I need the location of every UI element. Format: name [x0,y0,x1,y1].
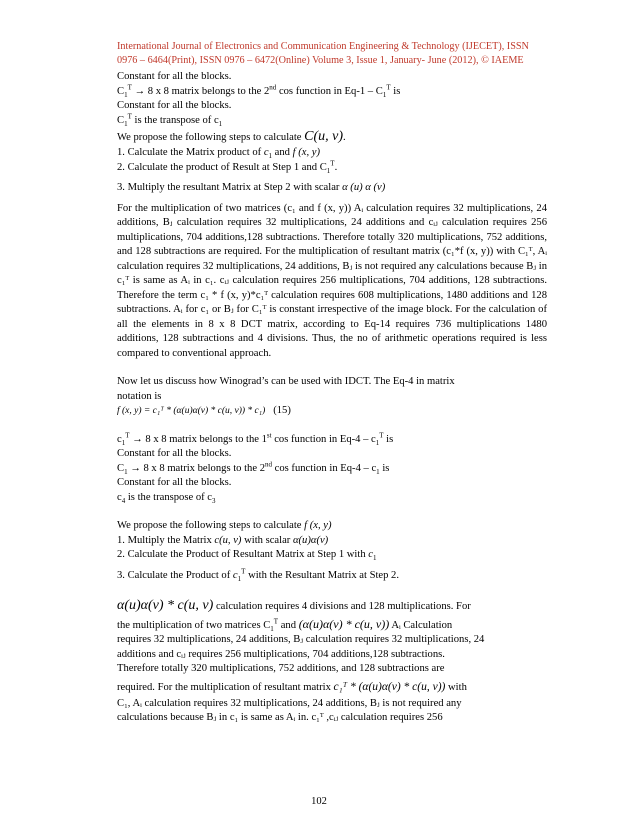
step-3: 3. Multiply the resultant Matrix at Step 2 with scalar α (u) α (v) [117,182,386,193]
line-c4-transpose: $c_4$ is the transpose of $c_3$ [117,491,216,505]
line-c1t-definition: $C_1^T \to 8$ x 8 matrix belongs to the 2nd cos function in $Eq-1 - C_1^T$ is [117,82,401,99]
header-line-1: International Journal of Electronics and Communication Engineering & Technology (IJECET), ISSN [117,41,529,52]
paragraph-3-line-8: calculations because Bⱼ in c₁ is same as Aᵢ in. c₁ᵀ ,cᵢⱼ calculation requires 256 [117,712,443,723]
paragraph-3-line-4: additions and cᵢⱼ requires 256 multiplications, 704 additions,128 subtractions. [117,648,445,660]
equation-15: f (x, y) = c₁ᵀ * (α(u)α(v) * c(u, v)) * c₁) (15) [117,405,291,416]
paragraph-3-line-1: α(u)α(v) * c(u, v) calculation requires 4 divisions and 128 multiplications. For [117,598,471,613]
equation-alpha-cuv: α(u)α(v) * c(u, v) [117,598,214,613]
paragraph-3-line-6: required. For the multiplication of resultant matrix c₁ᵀ * (α(u)α(v) * c(u, v)) with [117,680,467,693]
paragraph-2-line-2: notation is [117,390,162,402]
line-c1t-idct: $c_1^T \to 8$ x 8 matrix belongs to the 1st cos function in $Eq-4 - c_1^T$ is [117,430,394,447]
page-number: 102 [311,796,327,807]
journal-header [117,40,547,68]
step-2: 2. Calculate the product of Result at Step 1 and $C_1^T$. [117,158,338,175]
body-text [117,70,547,726]
header-line-2: 0976 – 6464(Print), ISSN 0976 – 6472(Online) Volume 3, Issue 1, January- June (2012), © IAEME [117,55,524,66]
paragraph-3-line-2: the multiplication of two matrices $C_1^T$ and (α(u)α(v) * c(u, v)) Aᵢ Calculation [117,617,453,634]
line-constant-3: Constant for all the blocks. [117,448,232,459]
line-constant-1: Constant for all the blocks. [117,71,232,82]
paragraph-2-line-1: Now let us discuss how Winograd’s can be used with IDCT. The Eq-4 in matrix [117,376,455,387]
paragraph-3-line-3: requires 32 multiplications, 24 additions, Bⱼ calculation requires 32 multiplications, 24 [117,634,485,645]
paragraph-3-line-7: C₁, Aᵢ calculation requires 32 multiplications, 24 additions, Bⱼ is not required any [117,697,462,709]
paragraph-3-line-5: Therefore totally 320 multiplications, 752 additions, and 128 subtractions are [117,663,445,674]
step2-3: 3. Calculate the Product of $c_1^T$ with the Resultant Matrix at Step 2. [117,566,400,583]
line-constant-2: Constant for all the blocks. [117,100,232,111]
equation-cuv: C(u, v) [304,129,344,144]
step2-2: 2. Calculate the Product of Resultant Matrix at Step 1 with $c_1$ [117,549,377,563]
line-constant-4: Constant for all the blocks. [117,477,232,488]
line-propose-steps-2: We propose the following steps to calculate f (x, y) [117,520,332,531]
line-transpose: $C_1^T$ is the transpose of $c_1$ [117,111,223,128]
paragraph-1: For the multiplication of two matrices (c₁ and f (x, y)) Aᵢ calculation requires 32 multiplications, 24 additions, Bⱼ calculation requires 32 multiplications, 24 additions and cᵢⱼ calculation requires 256 multiplications, 704 additions,128 subtractions. Therefore totally 320 multiplications, 752 additions, and 128 subtractions are required. For the multiplication of resultant matrix (c₁*f (x, y)) with C₁ᵀ, Aᵢ calculation requires 32 multiplications, 24 additions, Bⱼ is not required any calculations because Bⱼ in c₁ᵀ is same as Aᵢ in c₁. cᵢⱼ calculation requires 256 multiplications, 704 additions, 128 subtractions. Therefore the term c₁ * f (x, y)*c₁ᵀ calculation requires 608 multiplications, 1480 additions and 128 subtractions. Aᵢ for c₁ or Bⱼ for C₁ᵀ is constant irrespective of the image block. For the calculation of all the elements in 8 x 8 DCT matrix, according to Eq-14 requires 736 multiplications 1480 additions, 128 subtractions and 4 divisions. Thus, the no of arithmetic operations required is less compared to conventional approach. [117,202,547,359]
line-c1-idct: $C_1 \to 8$ x 8 matrix belongs to the 2nd cos function in $Eq-4 - c_1$ is [117,459,390,476]
line-propose-steps: We propose the following steps to calculate C(u, v). [117,129,346,144]
step-1: 1. Calculate the Matrix product of $c_1$ and f (x, y) [117,147,320,161]
step2-1: 1. Multiply the Matrix c(u, v) with scalar α(u)α(v) [117,534,329,546]
